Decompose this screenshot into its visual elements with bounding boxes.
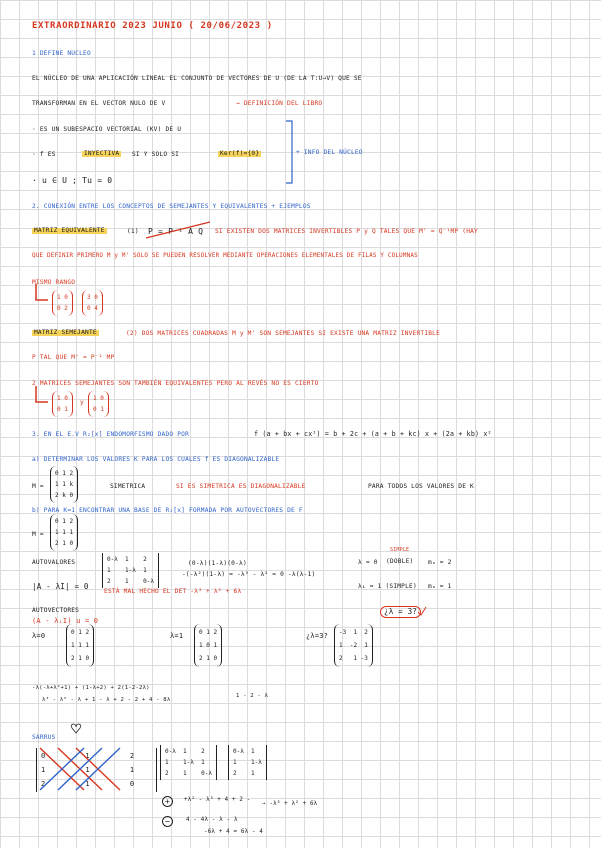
q3-v0-matrix: 0 1 2 1 1 1 2 1 0	[66, 624, 94, 667]
q3-N-label: M =	[32, 531, 44, 538]
q1-book-ref: → DEFINICIÓN DEL LIBRO	[236, 100, 323, 107]
q3-work-1: -λ(-λ+λ²+1) + (1-λ+2) + 2(1-2-2λ)	[32, 685, 150, 691]
q1-info-note: + INFO DEL NÚCLEO	[296, 149, 363, 156]
q3-autovalores-label: AUTOVALORES	[32, 559, 76, 566]
q3-lambda1-ma: mₐ = 1	[428, 583, 452, 590]
q1-bullet1: · ES UN SUBESPACIO VECTORIAL (KV) DE U	[32, 126, 182, 133]
q2-equiv-formula: P = P⁻¹ A Q	[148, 227, 204, 236]
q2-note2: 2 MATRICES SEMEJANTES SON TAMBIÉN EQUIVALENTES PERO AL REVÉS NO ES CIERTO	[32, 380, 319, 387]
q3-mal-note: ESTÁ MAL HECHO EL DET -λ³ + λ² + 6λ	[104, 588, 242, 595]
q3-det-1: 0-λ 1 2 1 1-λ 1 2 1 0-λ	[102, 553, 159, 588]
q2-equiv-highlight: MATRIZ EQUIVALENTE	[34, 227, 105, 234]
q2-and: y	[80, 399, 84, 406]
q3-formula: f (a + bx + cx²) = b + 2c + (a + b + kc) x + (2a + kb) x²	[254, 430, 492, 438]
q2-equiv-num: (1)	[127, 228, 139, 235]
q3-calc-1: (0-λ)(1-λ)(0-λ)	[188, 560, 247, 567]
q2-equiv-line3: MISMO RANGO	[32, 279, 76, 286]
q1-bullet2: · f ES	[32, 151, 56, 158]
q3-calc-2: -(-λ²)(1-λ) = -λ³ - λ² = 0 -λ(λ-1)	[182, 571, 316, 578]
q2-matrix-2: 3 0 0 4	[82, 290, 103, 316]
q3-check-mark	[418, 607, 426, 615]
q3-sim-note2: PARA TODOS LOS VALORES DE K	[368, 483, 474, 490]
q3-lambda0: λ = 0	[358, 559, 378, 566]
sarrus-diagonals	[40, 748, 120, 790]
q3-plus-line: +λ² - λ³ + 4 + 2 -	[184, 797, 251, 803]
q3-v1-matrix: 0 1 2 1 0 1 2 1 0	[194, 624, 222, 667]
q3-work-2: λ³ - λ² - λ + 1 - λ + 2 - 2 + 4 - 8λ	[42, 697, 171, 703]
q3-v3-matrix: -3 1 2 1 -2 1 2 1 -3	[334, 624, 373, 667]
q1-heading: 1 DEFINE NUCLEO	[32, 50, 91, 57]
q1-bullet2b: SI Y SOLO SI	[132, 151, 180, 158]
q2-sem-line2: P TAL QUE M' = P⁻¹ MP	[32, 354, 115, 361]
q3-det-2: 0-λ 1 2 1 1-λ 1 2 1 0-λ	[160, 745, 217, 780]
q3-lambda1: λ₁ = 1 (SIMPLE)	[358, 583, 417, 590]
q1-line2: TRANSFORMAN EN EL VECTOR NULO DE V	[32, 100, 166, 107]
q3-M-label: M =	[32, 483, 44, 490]
q3-part-a: a) DETERMINAR LOS VALORES K PARA LOS CUALES f ES DIAGONALIZABLE	[32, 456, 280, 463]
q3-v1-label: λ=1	[170, 632, 184, 640]
q3-work-3: 1 - 2 - λ	[236, 693, 269, 699]
q3-minus-circle: −	[162, 816, 173, 827]
q2-heading: 2. CONEXIÓN ENTRE LOS CONCEPTOS DE SEMEJANTES Y EQUIVALENTES + EJEMPLOS	[32, 203, 311, 210]
q1-line1: EL NÚCLEO DE UNA APLICACIÓN LINEAL EL CONJUNTO DE VECTORES DE U (DE LA T:U→V) QUE SE	[32, 75, 362, 82]
q3-simetrica: SIMETRICA	[110, 483, 146, 490]
q1-bullet3: · u ∈ U ; Tu = 0	[32, 176, 113, 185]
q2-sem-highlight: MATRIZ SEMEJANTE	[34, 329, 97, 336]
q3-minus-result: -6λ + 4 = 6λ - 4	[204, 829, 264, 835]
q1-ker-highlight: Ker(f)={0}	[220, 150, 260, 157]
q3-char-eq: |A - λI| = 0	[32, 582, 89, 591]
q3-matrix-K1: 0 1 2 1 1 1 2 1 0	[50, 514, 78, 551]
q1-bracket	[286, 121, 292, 183]
page-title: EXTRAORDINARIO 2023 JUNIO ( 20/06/2023 )	[32, 21, 273, 31]
q3-lambda0-simple: SIMPLE	[390, 547, 410, 553]
q3-sarrus-label: SARRUS	[32, 734, 56, 741]
q3-plus-result: → -λ³ + λ² + 6λ	[262, 801, 318, 807]
q3-autovectores-label: AUTOVECTORES	[32, 607, 80, 614]
q3-sarrus-grid: 0 1 2 1 1 1 2 1 0	[36, 748, 157, 792]
q2-matrix-4: 1 0 0 1	[88, 391, 109, 417]
q2-arrow-1	[36, 284, 48, 300]
q3-v3-label: ¿λ=3?	[306, 632, 329, 640]
q2-equiv-line2: QUE DEFINIR PRIMERO M y M' SOLO SE PUEDEN RESOLVER MEDIANTE OPERACIONES ELEMENTALES DE FILAS Y COLUMNAS	[32, 253, 418, 259]
q3-lambda3-question: ¿λ = 3?	[380, 606, 421, 618]
q2-arrow-2	[36, 386, 48, 402]
q3-sim-note: SI ES SIMETRICA ES DIAGONALIZABLE	[176, 483, 306, 490]
q3-det-3: 0-λ 1 1 1-λ 2 1	[228, 745, 267, 780]
q3-part-b: b) PARA K=1 ENCONTRAR UNA BASE DE R₂[x] FORMADA POR AUTOVECTORES DE F	[32, 507, 303, 514]
q2-strike	[146, 222, 210, 238]
q3-lambda0-ma: mₐ = 2	[428, 559, 452, 566]
q2-matrix-3: 1 0 0 1	[52, 391, 73, 417]
q3-heading: 3. EN EL E.V R₂[x] ENDOMORFISMO DADO POR	[32, 431, 190, 438]
q3-matrix-M: 0 1 2 1 1 k 2 k 0	[50, 466, 78, 503]
q3-v0-label: λ=0	[32, 632, 46, 640]
q3-lambda0-doble: (DOBLE)	[386, 558, 414, 565]
q2-matrix-1: 1 0 0 2	[52, 290, 73, 316]
q3-av-eq: (A - λᵢI) u = 0	[32, 617, 99, 625]
q3-minus-line: 4 - 4λ - λ - λ	[186, 817, 238, 823]
q3-plus-circle: +	[162, 796, 173, 807]
q2-sem-text: (2) DOS MATRICES CUADRADAS M y M' SON SEMEJANTES SI EXISTE UNA MATRIZ INVERTIBLE	[126, 330, 441, 337]
q1-inyectiva-highlight: INYECTIVA	[84, 150, 120, 157]
q2-equiv-text: SI EXISTEN DOS MATRICES INVERTIBLES P y Q TALES QUE M' = Q⁻¹MP (HAY	[215, 228, 478, 235]
heart-doodle	[71, 724, 81, 733]
